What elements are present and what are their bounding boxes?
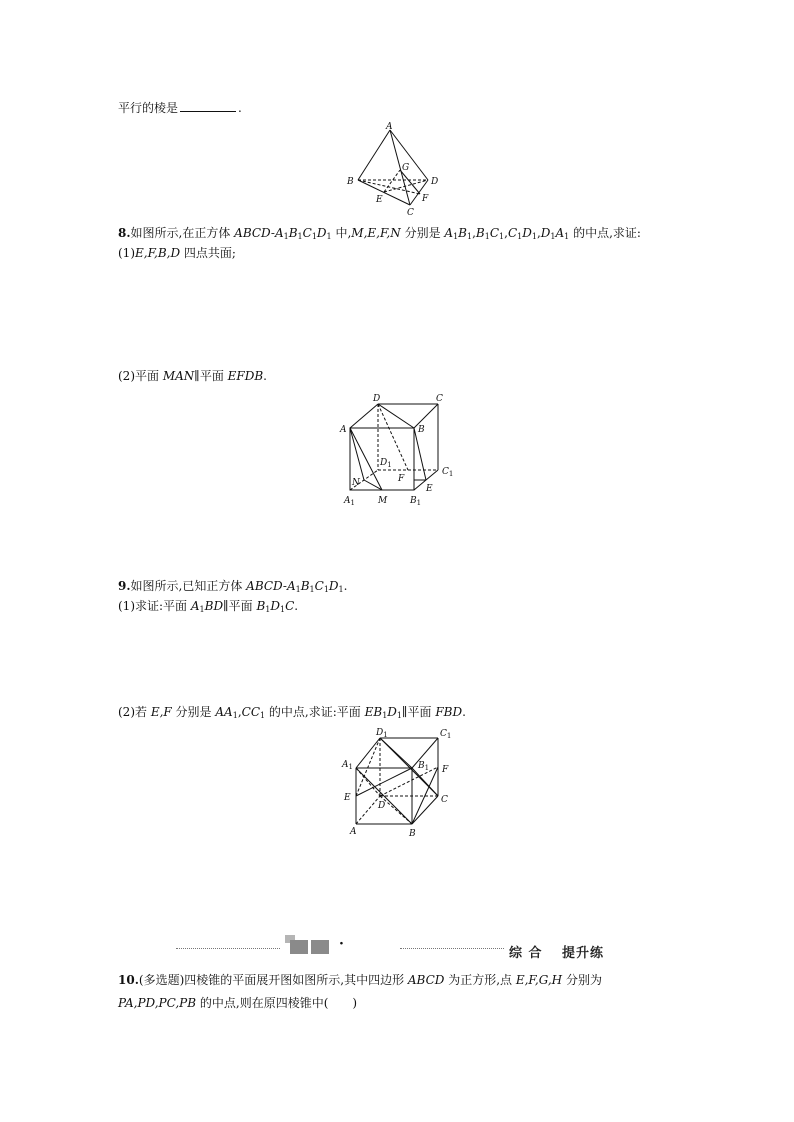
label-d1: $D_1$ bbox=[376, 728, 388, 739]
segment-eb1 bbox=[356, 768, 412, 796]
cube-figure-q9 bbox=[336, 722, 466, 842]
segment-an bbox=[350, 428, 364, 480]
label-m: M bbox=[378, 496, 388, 506]
label-a: A bbox=[340, 425, 347, 435]
label-b: B bbox=[418, 425, 425, 435]
label-c: C bbox=[436, 394, 443, 404]
label-b: B bbox=[409, 829, 416, 839]
segment-b1c bbox=[412, 768, 438, 796]
section-title: 综 合 提升练 bbox=[509, 946, 605, 961]
banner-dot: · bbox=[339, 936, 344, 952]
q10-line2: PA,PD,PC,PB 的中点,则在原四棱锥中( ) bbox=[118, 996, 358, 1010]
label-d: D bbox=[378, 801, 386, 811]
banner-dots-left bbox=[176, 948, 280, 949]
q9-stem: 9.如图所示,已知正方体 ABCD-$A_1B_1C_1D_1$. bbox=[118, 579, 348, 594]
label-c1: $C_1$ bbox=[442, 467, 454, 478]
q8-stem: 8.如图所示,在正方体 ABCD-$A_1B_1C_1D_1$ 中,M,E,F,N 分别是 $A_1B_1,B_1C_1,C_1D_1,D_1A_1$ 的中点,求证: bbox=[118, 226, 641, 241]
label-f: F bbox=[442, 765, 449, 775]
q8-part1: (1)E,F,B,D 四点共面; bbox=[118, 246, 236, 260]
edge-a1d1 bbox=[356, 738, 380, 768]
label-a: A bbox=[350, 827, 357, 837]
cube-figure-q8 bbox=[336, 390, 466, 510]
edge-bc bbox=[412, 796, 438, 824]
label-c1: $C_1$ bbox=[440, 729, 452, 740]
q8-part2: (2)平面 MAN∥平面 EFDB. bbox=[118, 369, 267, 383]
label-b1: $B_1$ bbox=[410, 496, 422, 507]
label-c: C bbox=[441, 795, 448, 805]
segment-df-hidden bbox=[380, 767, 438, 796]
label-b: B bbox=[347, 177, 354, 187]
banner-dots-right bbox=[400, 948, 504, 949]
label-a1: $A_1$ bbox=[342, 760, 353, 771]
edge-bc bbox=[358, 180, 410, 205]
tetrahedron-figure bbox=[340, 120, 450, 220]
label-d: D bbox=[373, 394, 381, 404]
edge-ad bbox=[350, 404, 378, 428]
segment-a1d-hidden bbox=[356, 768, 380, 796]
edge-ab bbox=[358, 130, 390, 180]
label-e: E bbox=[426, 484, 433, 494]
label-f: F bbox=[398, 474, 405, 484]
label-g: G bbox=[402, 163, 410, 173]
segment-be bbox=[414, 428, 426, 480]
edge-ad-hidden bbox=[356, 796, 380, 824]
label-b1: $B_1$ bbox=[418, 761, 430, 772]
q9-part2: (2)若 E,F 分别是 $AA_1,CC_1$ 的中点,求证:平面 $EB_1D_1\parallel$平面 FBD. bbox=[118, 705, 466, 720]
label-d1: $D_1$ bbox=[380, 458, 392, 469]
answer-blank[interactable] bbox=[180, 100, 236, 112]
label-d: D bbox=[431, 177, 439, 187]
banner-block-1 bbox=[290, 940, 308, 954]
segment-db bbox=[378, 404, 414, 428]
q10-line1: 10.(多选题)四棱锥的平面展开图如图所示,其中四边形 ABCD 为正方形,点 E,F,G,H 分别为 bbox=[118, 973, 602, 987]
q9-part1: (1)求证:平面 $A_1BD\parallel$平面 $B_1D_1C$. bbox=[118, 599, 299, 614]
label-c: C bbox=[407, 208, 414, 218]
banner-block-2 bbox=[311, 940, 329, 954]
label-e: E bbox=[376, 195, 383, 205]
label-a: A bbox=[386, 122, 393, 132]
q7-tail: 平行的棱是 . bbox=[118, 101, 242, 115]
label-a1: $A_1$ bbox=[344, 496, 355, 507]
label-f: F bbox=[422, 194, 429, 204]
label-n: N bbox=[352, 478, 360, 488]
label-e: E bbox=[344, 793, 351, 803]
segment-ed1-hidden bbox=[356, 738, 380, 796]
